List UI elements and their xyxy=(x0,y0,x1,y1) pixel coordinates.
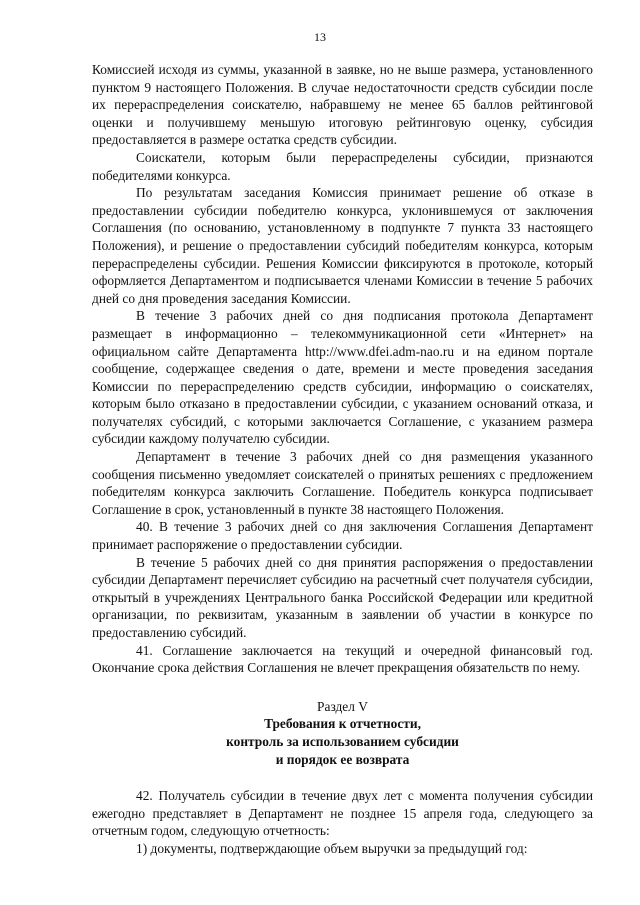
paragraph: В течение 5 рабочих дней со дня принятия распоряжения о предоставлении субсидии Департамент перечисляет субсидию на расчетный счет получателя субсидии, открытый в учреждениях Центрального банка Российской Федерации или кредитной организации, по реквизитам, указанным в заявлении об участии в конкурсе по предоставлению субсидий. xyxy=(92,554,593,640)
paragraph-subitem-1: 1) документы, подтверждающие объем выручки за предыдущий год: xyxy=(136,840,528,856)
paragraph-item-41: 41. Соглашение заключается на текущий и очередной финансовый год. Окончание срока действия Соглашения не влечет прекращения обязательств по нему. xyxy=(92,642,593,676)
page-number: 13 xyxy=(314,30,326,44)
paragraph-item-42: 42. Получатель субсидии в течение двух лет с момента получения субсидии ежегодно представляет в Департамент не позднее 15 апреля года, следующего за отчетным годом, следующую отчетность: xyxy=(92,788,593,839)
section-title-line: и порядок ее возврата xyxy=(275,751,410,767)
paragraph: В течение 3 рабочих дней со дня подписания протокола Департамент размещает в информационно – телекоммуникационной сети «Интернет» на официальном сайте Департамента http://www.dfei.adm-nao.ru и на едином портале сообщение, содержащее сведения о дате, времени и месте проведения заседания Комиссии по перераспределению средств субсидии, информацию о соискателях, которым было отказано в предоставлении субсидии, с указанием оснований отказа, и получателях субсидий, с которыми заключается Соглашение, с указанием размера субсидии каждому получателю субсидии. xyxy=(92,308,593,447)
paragraph: Соискатели, которым были перераспределены субсидии, признаются победителями конкурса. xyxy=(92,149,593,183)
section-title-line: контроль за использованием субсидии xyxy=(226,733,459,749)
section-heading xyxy=(92,698,593,768)
paragraph: Департамент в течение 3 рабочих дней со дня размещения указанного сообщения письменно уведомляет соискателей о принятых решениях с предложением победителям конкурса заключить Соглашение. Победитель конкурса подписывает Соглашение в срок, установленный в пункте 38 настоящего Положения. xyxy=(92,449,593,517)
paragraph-item-40: 40. В течение 3 рабочих дней со дня заключения Соглашения Департамент принимает распоряжение о предоставлении субсидии. xyxy=(92,519,593,553)
paragraph-continuation: Комиссией исходя из суммы, указанной в заявке, но не выше размера, установленного пунктом 9 настоящего Положения. В случае недостаточности средств субсидии после их перераспределения соискателю, набравшему не менее 65 баллов рейтинговой оценки и получившему меньшую итоговую рейтинговую оценку, субсидия предоставляется в размере остатка средств субсидии. xyxy=(92,62,593,148)
paragraph: По результатам заседания Комиссия принимает решение об отказе в предоставлении субсидии победителю конкурса, уклонившемуся от заключения Соглашения (по основанию, установленному в подпункте 7 пункта 33 настоящего Положения), и решение о предоставлении субсидий победителям конкурса, которым перераспределены субсидии. Решения Комиссии фиксируются в протоколе, который оформляется Департаментом и подписывается членами Комиссии в течение 5 рабочих дней со дня проведения заседания Комиссии. xyxy=(92,185,593,306)
section-spacer xyxy=(92,768,593,787)
section-label: Раздел V xyxy=(317,698,368,714)
document-body xyxy=(92,61,593,858)
section-title-line: Требования к отчетности, xyxy=(264,716,421,732)
